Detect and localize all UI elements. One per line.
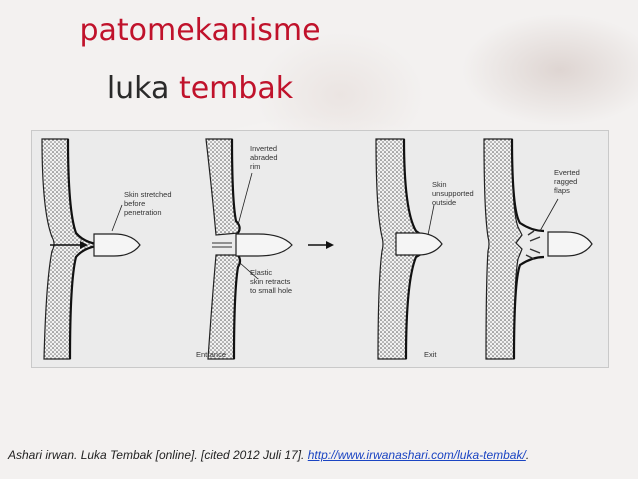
citation-link[interactable]: http://www.irwanashari.com/luka-tembak/	[307, 448, 526, 462]
label-entrance: Entrance	[196, 350, 227, 359]
label-elastic-skin-1: Elastic	[250, 268, 273, 277]
label-skin-stretched-1: Skin stretched	[124, 190, 172, 199]
label-skin-stretched-2: before	[124, 199, 146, 208]
label-elastic-skin-3: to small hole	[250, 286, 293, 295]
slide-subtitle	[0, 71, 400, 107]
citation-caption	[8, 448, 636, 462]
citation-text: Ashari irwan. Luka Tembak [online]. [cited 2012 Juli 17].	[8, 448, 308, 462]
label-everted-flaps-1: Everted	[554, 168, 580, 177]
label-elastic-skin-2: skin retracts	[250, 277, 291, 286]
slide-title: patomekanisme	[79, 13, 321, 48]
panel-exit-stretch	[376, 139, 442, 359]
gunshot-wound-diagram	[31, 130, 609, 368]
citation-trail: .	[525, 448, 530, 462]
label-inverted-rim-1: Inverted	[250, 144, 278, 153]
label-exit: Exit	[424, 350, 437, 359]
label-inverted-rim-3: rim	[250, 162, 261, 171]
subtitle-word-1: luka	[106, 71, 170, 106]
panel-skin-stretched	[42, 139, 140, 359]
label-skin-stretched-3: penetration	[124, 208, 162, 217]
label-everted-flaps-2: ragged	[554, 177, 578, 186]
label-skin-unsupported-1: Skin	[432, 180, 447, 189]
label-skin-unsupported-2: unsupported	[432, 189, 474, 198]
label-inverted-rim-2: abraded	[250, 153, 278, 162]
label-skin-unsupported-3: outside	[432, 198, 457, 207]
panel-penetration	[206, 139, 334, 359]
label-everted-flaps-3: flaps	[554, 186, 570, 195]
subtitle-word-2: tembak	[178, 71, 294, 106]
